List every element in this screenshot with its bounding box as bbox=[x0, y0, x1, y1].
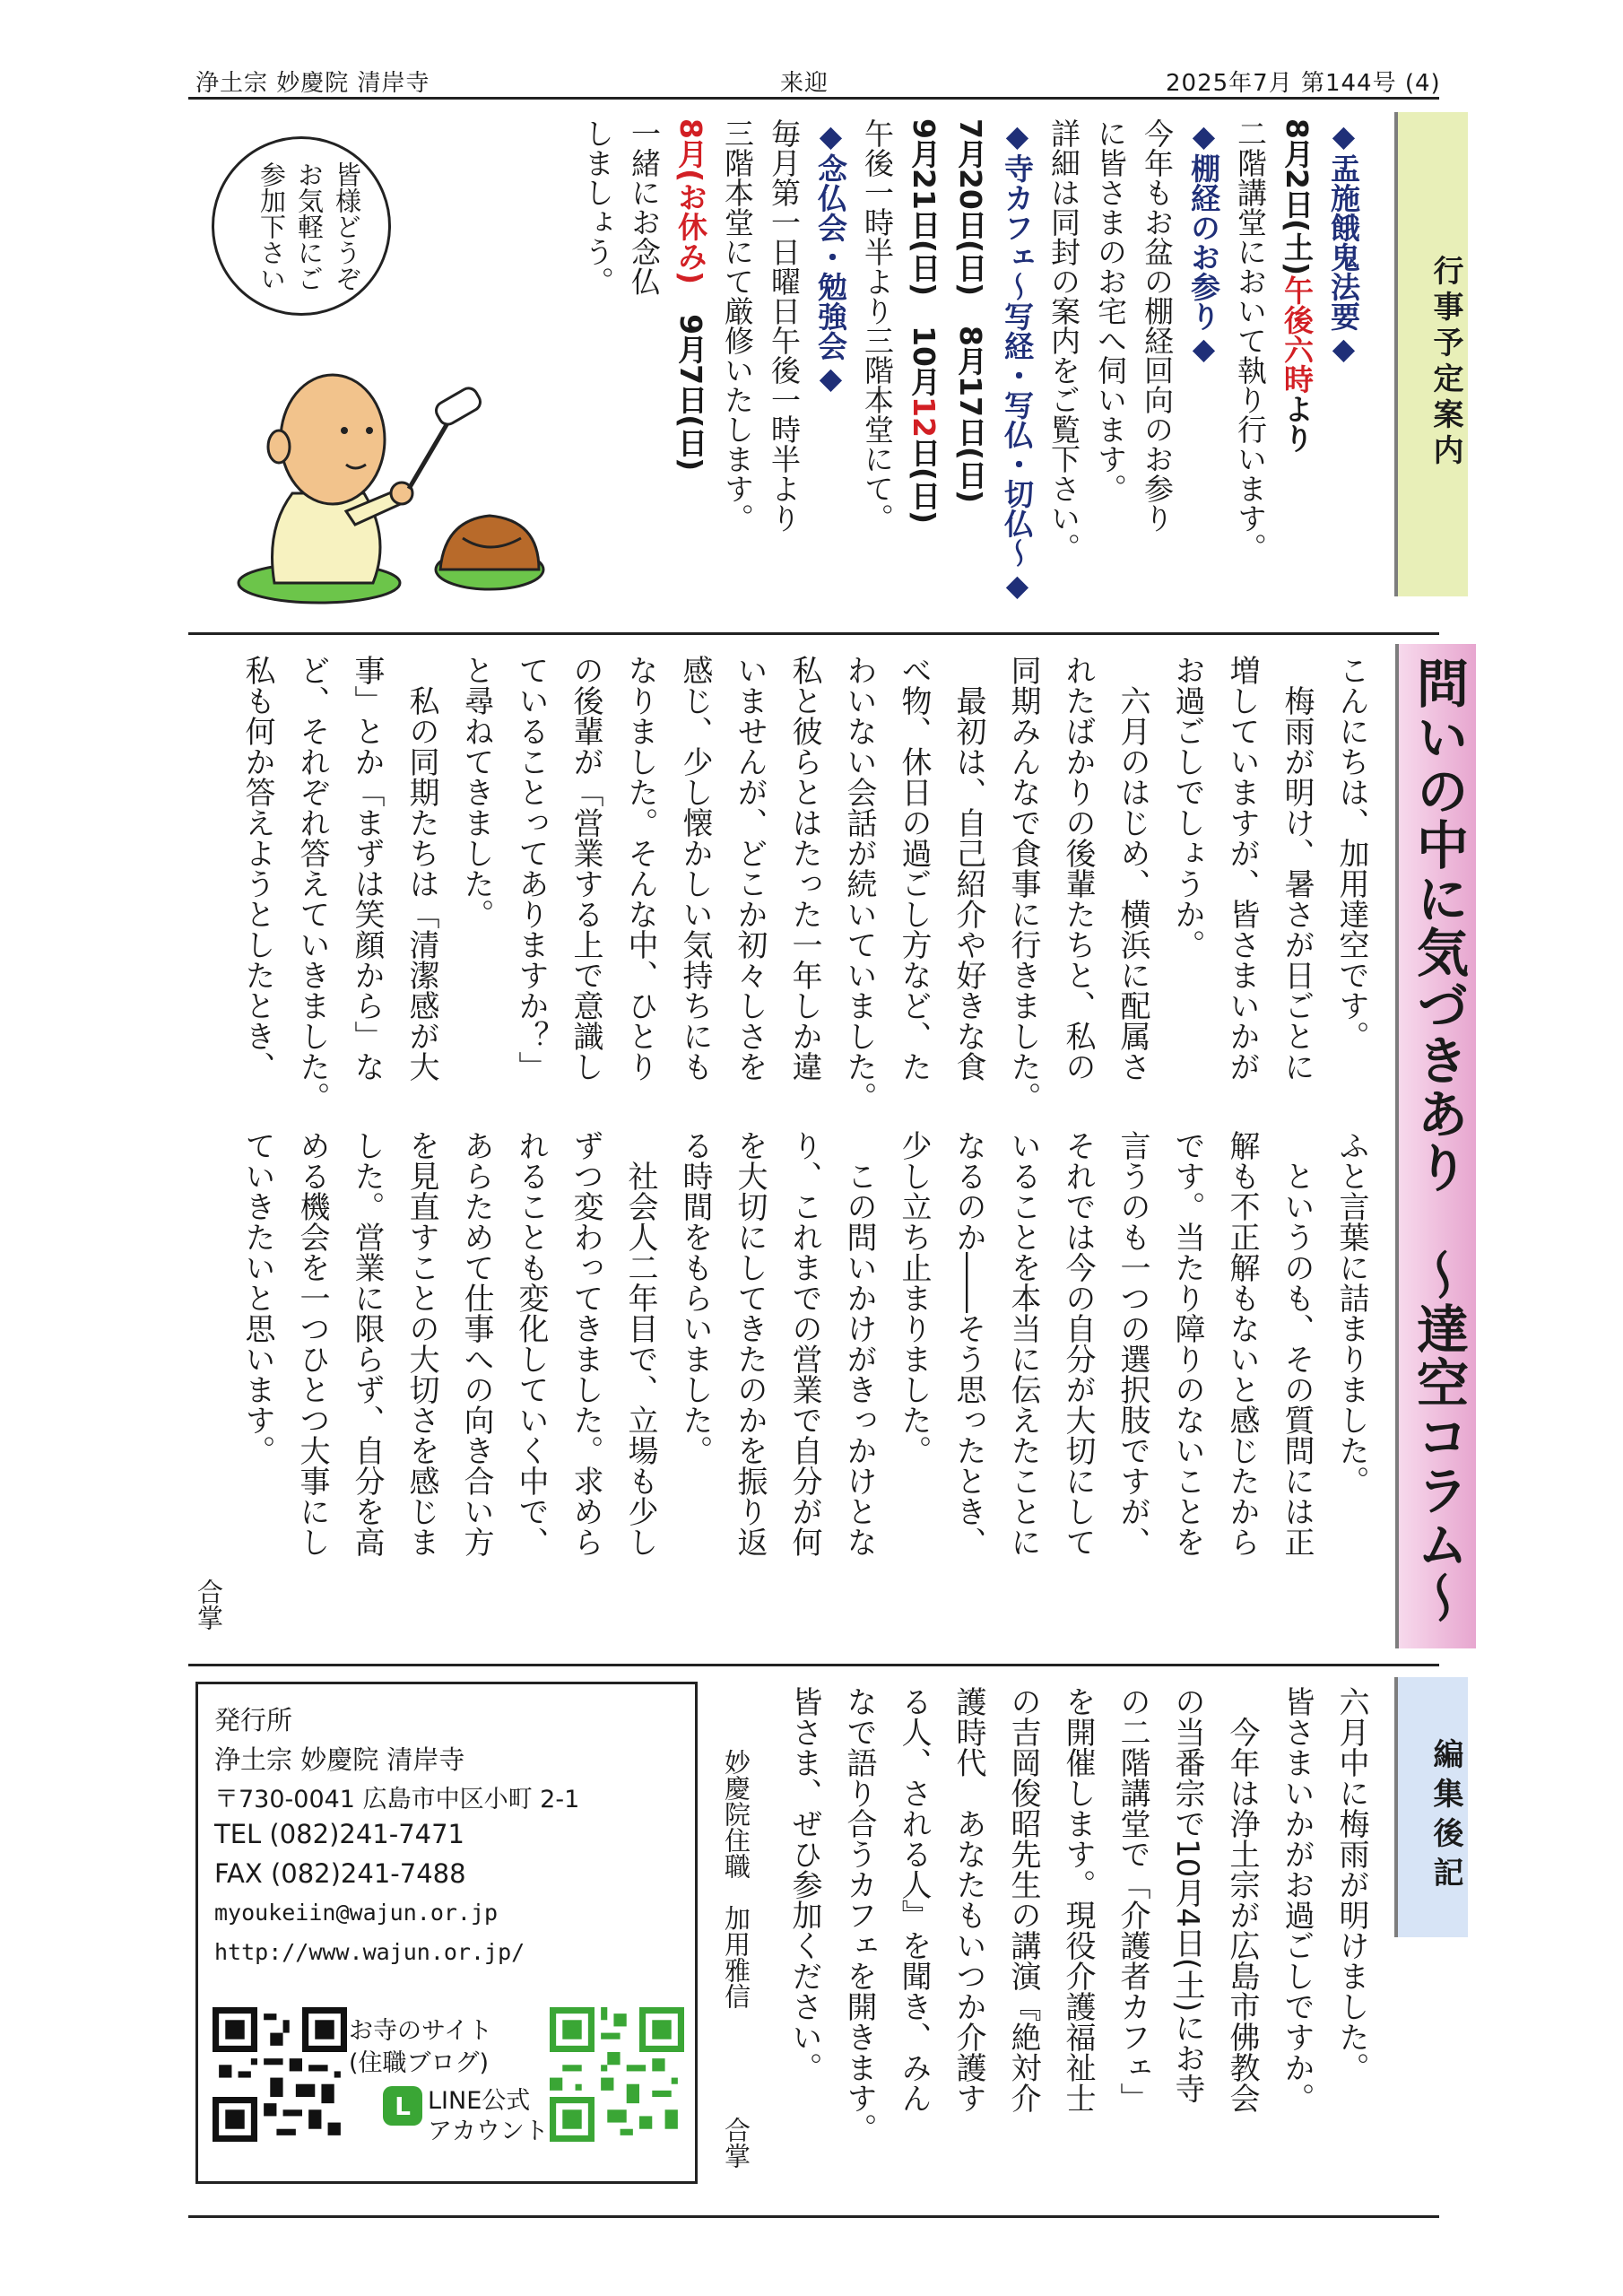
column-line: を大切にしてきたのかを振り返 bbox=[732, 1130, 768, 1557]
editor-line: の吉岡俊昭先生の講演『絶対介 bbox=[1005, 1686, 1041, 2113]
column-line: を見直すことの大切さを感じま bbox=[404, 1130, 439, 1557]
bubble-line-1: 皆様どうぞ bbox=[332, 161, 362, 291]
column-line: ていきたいと思います。 bbox=[239, 1130, 275, 1465]
event-cafe-dates-2: 9月21日(日) 10月12日(日) bbox=[907, 118, 942, 525]
events-divider bbox=[188, 632, 1439, 635]
column-line: める機会を一つひとつ大事にし bbox=[294, 1130, 330, 1557]
line-logo-icon: L bbox=[383, 2086, 422, 2126]
column-line: ど、それぞれ答えていきました。 bbox=[294, 655, 330, 1112]
events-section-title: 行事予定案内 bbox=[1428, 255, 1463, 470]
column-title-banner bbox=[1395, 644, 1476, 1648]
column-line: こんにちは、加用達空です。 bbox=[1333, 655, 1369, 1051]
column-line: お過ごしでしょうか。 bbox=[1169, 655, 1205, 960]
publisher-fax: FAX (082)241-7488 bbox=[214, 1858, 466, 1889]
editor-line: なで語り合うカフェを開きます。 bbox=[841, 1686, 877, 2144]
footer-rule bbox=[188, 2215, 1439, 2218]
column-line: る時間をもらいました。 bbox=[677, 1130, 713, 1465]
event-nenbutsu-text-4: しましょう。 bbox=[580, 118, 615, 296]
editor-section-title: 編集後記 bbox=[1428, 1738, 1463, 1896]
column-line: なるのか――そう思ったとき、 bbox=[950, 1130, 986, 1557]
bubble-line-2: お気軽にご bbox=[294, 161, 325, 291]
column-line: の後輩が「営業する上で意識し bbox=[568, 655, 603, 1082]
column-line: 私も何か答えようとしたとき、 bbox=[239, 655, 275, 1082]
column-line: 解も不正解もないと感じたから bbox=[1224, 1130, 1260, 1557]
column-line: れることも変化していく中で、 bbox=[513, 1130, 549, 1557]
column-line: 私の同期たちは「清潔感が大 bbox=[404, 655, 439, 1082]
event-tanagyo-text-3: 詳細は同封の案内をご覧下さい。 bbox=[1046, 118, 1081, 562]
publisher-url[interactable]: http://www.wajun.or.jp/ bbox=[214, 1939, 525, 1965]
column-line: わいない会話が続いていました。 bbox=[841, 655, 877, 1112]
event-nenbutsu-text-1: 毎月第一日曜日午後一時半より bbox=[767, 118, 802, 533]
header-issue: 2025年7月 第144号 (4) bbox=[1166, 70, 1441, 97]
event-title-segaki: ◆盂施餓鬼法要◆ bbox=[1326, 118, 1361, 366]
publisher-email[interactable]: myoukeiin@wajun.or.jp bbox=[214, 1900, 499, 1926]
column-line: この問いかけがきっかけとな bbox=[841, 1130, 877, 1557]
column-line: ふと言葉に詰まりました。 bbox=[1333, 1130, 1369, 1496]
column-line: いることを本当に伝えたことに bbox=[1005, 1130, 1041, 1557]
editor-signature-gassho: 合掌 bbox=[721, 2117, 751, 2169]
editor-section-label bbox=[1394, 1677, 1468, 1937]
column-line: 増していますが、皆さまいかが bbox=[1224, 655, 1260, 1082]
publisher-tel: TEL (082)241-7471 bbox=[214, 1819, 465, 1849]
column-divider bbox=[188, 1664, 1439, 1666]
event-title-nenbutsu: ◆念仏会・勉強会◆ bbox=[813, 118, 848, 396]
column-line: です。当たり障りのないことを bbox=[1169, 1130, 1205, 1557]
column-line: 梅雨が明け、暑さが日ごとに bbox=[1279, 655, 1315, 1082]
event-cafe-dates-1: 7月20日(日) 8月17日(日) bbox=[953, 118, 988, 504]
publisher-label: 発行所 bbox=[214, 1705, 293, 1735]
column-line: と尋ねてきました。 bbox=[458, 655, 494, 929]
publisher-address: 〒730-0041 広島市中区小町 2-1 bbox=[214, 1786, 580, 1813]
editor-line: 六月中に梅雨が明けました。 bbox=[1333, 1686, 1369, 2083]
column-line: あらためて仕事への向き合い方 bbox=[458, 1130, 494, 1557]
column-line: ていることってありますか？」 bbox=[513, 655, 549, 1082]
editor-line: 皆さま、ぜひ参加ください。 bbox=[786, 1686, 822, 2083]
event-tanagyo-text-1: 今年もお盆の棚経回向のお参り bbox=[1140, 118, 1175, 533]
site-label-1: お寺のサイト bbox=[349, 2017, 493, 2045]
column-line: れたばかりの後輩たちと、私の bbox=[1060, 655, 1096, 1082]
header-newsletter-title: 来迎 bbox=[780, 70, 829, 97]
line-label-2: アカウント bbox=[428, 2118, 549, 2145]
editor-signature: 妙慶院住職 加用雅信 bbox=[721, 1749, 751, 2009]
site-label-2: (住職ブログ) bbox=[349, 2049, 490, 2077]
header-rule bbox=[188, 97, 1439, 100]
column-line: 社会人二年目で、立場も少し bbox=[622, 1130, 658, 1557]
line-qr-code[interactable] bbox=[550, 2007, 684, 2142]
column-line: 事」とか「まずは笑顔から」な bbox=[349, 655, 385, 1082]
column-line: なりました。そんな中、ひとり bbox=[622, 655, 658, 1082]
site-qr-code[interactable] bbox=[213, 2007, 347, 2142]
column-line: 六月のはじめ、横浜に配属さ bbox=[1115, 655, 1150, 1082]
event-segaki-date: 8月2日(土)午後六時より bbox=[1280, 118, 1315, 454]
editor-line: の当番宗で10月4日(土)にお寺 bbox=[1169, 1686, 1205, 2104]
event-segaki-place: 二階講堂において執り行います。 bbox=[1233, 118, 1268, 562]
event-cafe-time: 午後一時半より三階本堂にて。 bbox=[860, 118, 895, 533]
column-line: べ物、休日の過ごし方など、た bbox=[896, 655, 932, 1082]
column-line: した。営業に限らず、自分を高 bbox=[349, 1130, 385, 1557]
publisher-box bbox=[195, 1682, 698, 2184]
column-title: 問いの中に気づきあり 〜達空コラム〜 bbox=[1408, 657, 1469, 1625]
editor-line: 今年は浄土宗が広島市佛教会 bbox=[1224, 1686, 1260, 2113]
column-closing: 合掌 bbox=[194, 1578, 224, 1631]
column-line: 言うのも一つの選択肢ですが、 bbox=[1115, 1130, 1150, 1557]
column-line: 少し立ち止まりました。 bbox=[896, 1130, 932, 1465]
monk-illustration bbox=[212, 314, 570, 619]
event-tanagyo-text-2: に皆さまのお宅へ伺います。 bbox=[1093, 118, 1128, 503]
event-title-tanagyo: ◆棚経のお参り◆ bbox=[1186, 118, 1221, 366]
editor-line: る人、される人』を聞き、みん bbox=[896, 1686, 932, 2113]
column-line: いませんが、どこか初々しさを bbox=[732, 655, 768, 1082]
column-line: り、これまでの営業で自分が何 bbox=[786, 1130, 822, 1557]
column-line: 最初は、自己紹介や好きな食 bbox=[950, 655, 986, 1082]
column-line: 同期みんなで食事に行きました。 bbox=[1005, 655, 1041, 1112]
editor-line: を開催します。現役介護福祉士 bbox=[1060, 1686, 1096, 2113]
event-title-cafe: ◆寺カフェ〜写経・写仏・切仏〜◆ bbox=[1000, 118, 1035, 603]
column-line: というのも、その質問には正 bbox=[1279, 1130, 1315, 1557]
bubble-line-3: 参加下さい bbox=[256, 161, 287, 291]
column-line: 感じ、少し懐かしい気持ちにも bbox=[677, 655, 713, 1082]
events-section-label bbox=[1394, 112, 1468, 596]
editor-line: 護時代 あなたもいつか介護す bbox=[950, 1686, 986, 2113]
event-nenbutsu-text-2: 三階本堂にて厳修いたします。 bbox=[720, 118, 755, 533]
column-line: それでは今の自分が大切にして bbox=[1060, 1130, 1096, 1557]
publisher-name: 浄土宗 妙慶院 清岸寺 bbox=[214, 1744, 465, 1775]
header-temple-name: 浄土宗 妙慶院 清岸寺 bbox=[195, 70, 430, 97]
editor-line: の二階講堂で「介護者カフェ」 bbox=[1115, 1686, 1150, 2113]
editor-line: 皆さまいかがお過ごしですか。 bbox=[1279, 1686, 1315, 2113]
column-line: ずつ変わってきました。求めら bbox=[568, 1130, 603, 1557]
column-line: 私と彼らとはたった一年しか違 bbox=[786, 655, 822, 1082]
event-nenbutsu-text-3: 一緒にお念仏 bbox=[627, 118, 662, 296]
line-label-1: LINE公式 bbox=[428, 2087, 531, 2115]
event-nenbutsu-dates: 8月(お休み) 9月7日(日) bbox=[673, 118, 708, 472]
